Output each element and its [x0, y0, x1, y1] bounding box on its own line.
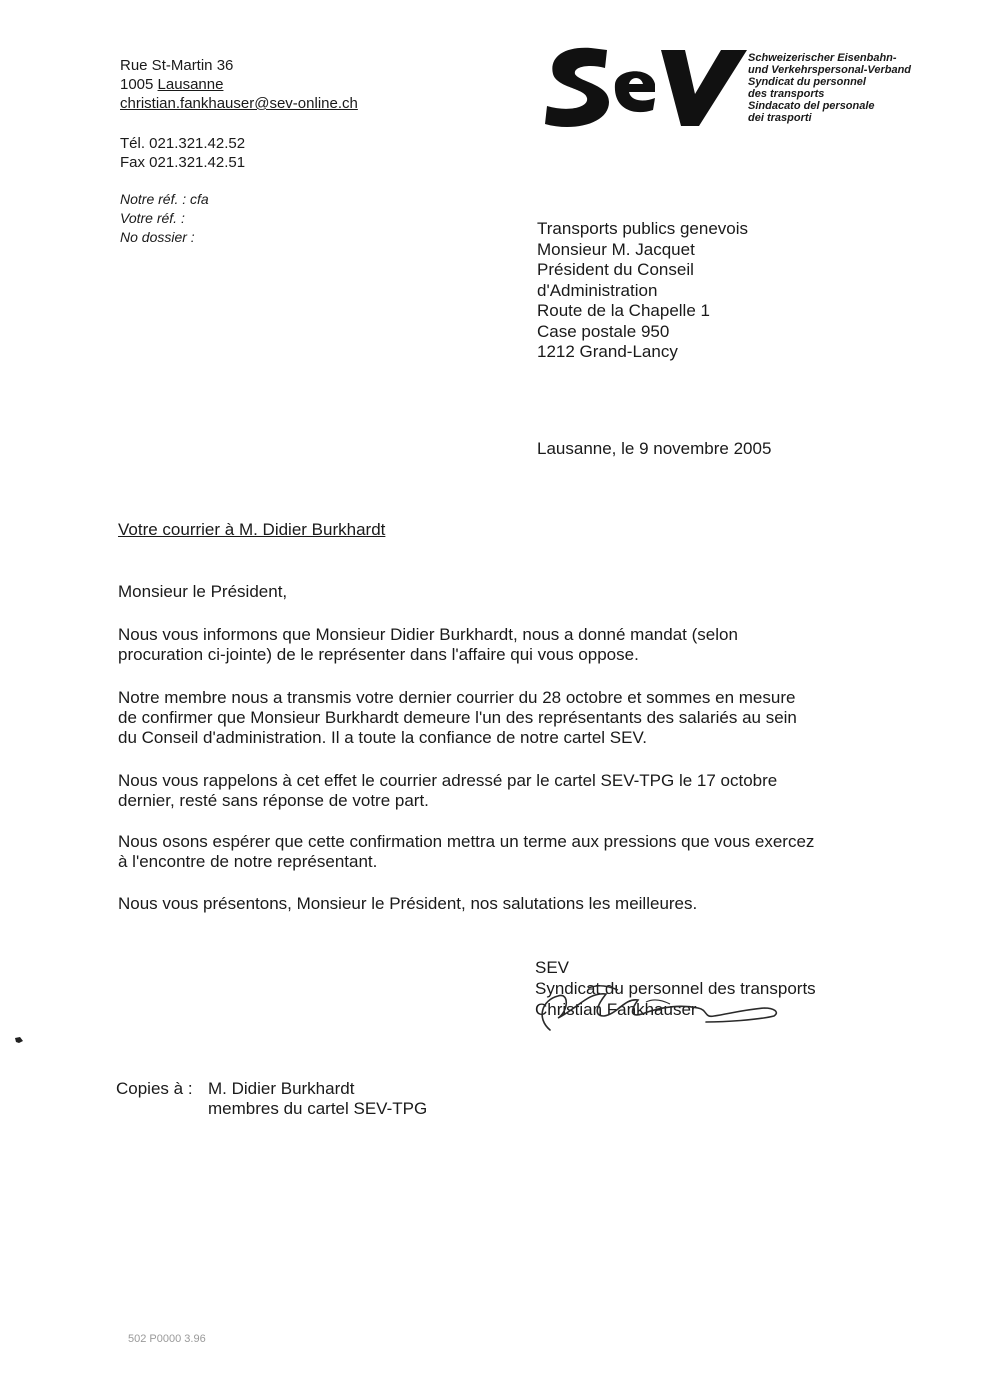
- body-line: de confirmer que Monsieur Burkhardt demeure l'un des représentants des salariés au sein: [118, 708, 797, 727]
- tagline-de-2: und Verkehrspersonal-Verband: [748, 64, 912, 76]
- signature-org: SEV: [535, 958, 570, 977]
- tagline-de-1: Schweizerischer Eisenbahn-: [748, 52, 897, 64]
- scan-speck: [14, 1036, 24, 1044]
- letter-date: Lausanne, le 9 novembre 2005: [537, 439, 772, 458]
- sender-fax: Fax 021.321.42.51: [120, 154, 246, 171]
- body-line: à l'encontre de notre représentant.: [118, 852, 378, 871]
- body-paragraph: [118, 625, 878, 665]
- recipient-line: Monsieur M. Jacquet: [537, 239, 695, 259]
- body-line: Notre membre nous a transmis votre dernier courrier du 28 octobre et sommes en mesure: [118, 688, 796, 707]
- recipient-line: Route de la Chapelle 1: [537, 301, 710, 320]
- body-paragraph: [118, 894, 878, 914]
- body-line: procuration ci-jointe) de le représenter dans l'affaire qui vous oppose.: [118, 645, 639, 664]
- body-line: dernier, resté sans réponse de votre part.: [118, 791, 429, 810]
- tagline-it-2: dei trasporti: [748, 112, 812, 124]
- copies-block: [116, 1079, 427, 1119]
- recipient-line: Case postale 950: [537, 321, 670, 341]
- tagline-fr-2: des transports: [748, 88, 825, 100]
- our-reference: Notre réf. : cfa: [120, 191, 209, 207]
- copies-recipient: M. Didier Burkhardt: [208, 1079, 355, 1098]
- body-line: Nous vous rappelons à cet effet le courrier adressé par le cartel SEV-TPG le 17 octobre: [118, 771, 778, 790]
- sender-street: Rue St-Martin 36: [120, 57, 234, 74]
- your-reference: Votre réf. :: [120, 210, 185, 226]
- copies-first-line: [116, 1079, 427, 1099]
- copies-label: Copies à :: [116, 1079, 193, 1098]
- tagline-fr-1: Syndicat du personnel: [748, 76, 866, 88]
- signature-union: Syndicat du personnel des transports: [535, 979, 816, 998]
- body-line: du Conseil d'administration. Il a toute la confiance de notre cartel SEV.: [118, 728, 647, 747]
- body-paragraph: [118, 688, 878, 748]
- body-line: Nous vous informons que Monsieur Didier Burkhardt, nous a donné mandat (selon: [118, 625, 738, 644]
- recipient-line: Transports publics genevois: [537, 219, 749, 238]
- file-number: No dossier :: [120, 229, 195, 245]
- copies-recipient: membres du cartel SEV-TPG: [208, 1099, 428, 1118]
- logo-tagline: [748, 52, 911, 124]
- sender-city: Lausanne: [157, 76, 224, 93]
- letter-salutation: Monsieur le Président,: [118, 582, 288, 601]
- body-paragraph: [118, 771, 878, 811]
- sender-postcode: 1005: [120, 76, 154, 93]
- body-line: Nous osons espérer que cette confirmation mettra un terme aux pressions que vous exercez: [118, 832, 815, 851]
- sev-logo: [543, 44, 748, 130]
- body-paragraph: [118, 832, 878, 872]
- handwritten-signature: [528, 978, 788, 1038]
- sender-city-line: [120, 75, 358, 94]
- sender-contact: [120, 134, 245, 172]
- tagline-it-1: Sindacato del personale: [748, 100, 875, 112]
- sender-email: christian.fankhauser@sev-online.ch: [120, 95, 358, 112]
- recipient-line: Président du Conseil: [537, 260, 694, 279]
- sender-address: [120, 56, 358, 113]
- form-code: 502 P0000 3.96: [128, 1333, 206, 1345]
- recipient-address: [537, 219, 748, 363]
- reference-block: [120, 190, 209, 247]
- sender-phone: Tél. 021.321.42.52: [120, 135, 246, 152]
- recipient-line: 1212 Grand-Lancy: [537, 342, 678, 361]
- letter-subject: Votre courrier à M. Didier Burkhardt: [118, 520, 386, 539]
- recipient-line: d'Administration: [537, 280, 658, 300]
- signature-name: Christian Fankhauser: [535, 1000, 697, 1019]
- body-line: Nous vous présentons, Monsieur le Président, nos salutations les meilleures.: [118, 894, 698, 913]
